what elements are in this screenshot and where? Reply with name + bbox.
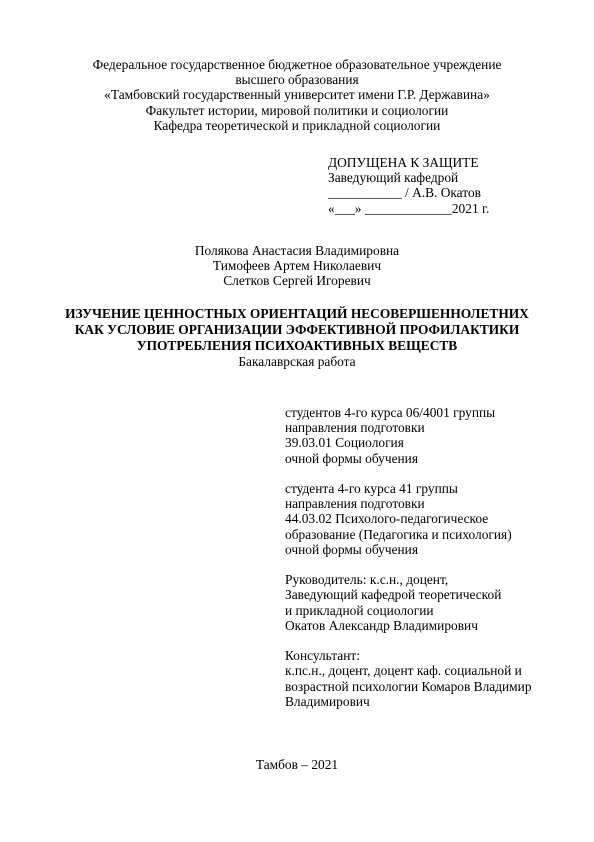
info-line: студента 4-го курса 41 группы	[285, 481, 458, 496]
students-group-1	[285, 405, 532, 466]
info-line: и прикладной социологии	[285, 602, 434, 618]
city-year	[0, 757, 594, 772]
institution-line: высшего образования	[235, 72, 359, 88]
author-name: Полякова Анастасия Владимировна	[194, 243, 400, 258]
approval-line: «___» _____________2021 г.	[328, 200, 490, 216]
thesis-title-line: ИЗУЧЕНИЕ ЦЕННОСТНЫХ ОРИЕНТАЦИЙ НЕСОВЕРШЕННОЛЕТНИХ	[65, 306, 529, 321]
info-line: к.пс.н., доцент, доцент каф. социальной и	[285, 663, 522, 679]
info-line: Консультант:	[285, 648, 360, 664]
info-line: возрастной психологии Комаров Владимир	[285, 678, 532, 694]
city-year-text: Тамбов – 2021	[255, 757, 339, 772]
info-block	[285, 405, 532, 724]
supervisor	[285, 572, 532, 633]
institution-line: Федеральное государственное бюджетное образовательное учреждение	[92, 57, 502, 72]
students-group-2	[285, 481, 532, 557]
thesis-title-block	[40, 306, 554, 369]
info-line: образование (Педагогика и психология)	[285, 526, 512, 542]
info-line: Окатов Александр Владимирович	[285, 617, 478, 633]
institution-header	[0, 57, 594, 133]
consultant	[285, 648, 532, 709]
info-line: очной формы обучения	[285, 541, 419, 557]
approval-line: ___________ / А.В. Окатов	[328, 185, 481, 201]
institution-line: Факультет истории, мировой политики и социологии	[145, 102, 449, 118]
thesis-title-line: УПОТРЕБЛЕНИЯ ПСИХОАКТИВНЫХ ВЕЩЕСТВ	[136, 338, 458, 353]
thesis-title-line: КАК УСЛОВИЕ ОРГАНИЗАЦИИ ЭФФЕКТИВНОЙ ПРОФИЛАКТИКИ	[74, 322, 520, 337]
info-line: Руководитель: к.с.н., доцент,	[285, 572, 449, 588]
author-name: Слетков Сергей Игоревич	[223, 273, 371, 289]
info-line: 39.03.01 Социология	[285, 435, 404, 451]
info-line: направления подготовки	[285, 496, 425, 512]
approval-line: ДОПУЩЕНА К ЗАЩИТЕ	[328, 155, 479, 170]
institution-line: Кафедра теоретической и прикладной социологии	[153, 117, 441, 133]
info-line: направления подготовки	[285, 420, 425, 436]
institution-line: «Тамбовский государственный университет имени Г.Р. Державина»	[104, 87, 490, 103]
approval-block	[328, 155, 489, 216]
info-line: очной формы обучения	[285, 450, 419, 466]
authors-list	[0, 243, 594, 289]
author-name: Тимофеев Артем Николаевич	[212, 258, 382, 274]
info-line: студентов 4-го курса 06/4001 группы	[285, 405, 496, 420]
info-line: Заведующий кафедрой теоретической	[285, 587, 502, 603]
work-type: Бакалаврская работа	[238, 354, 356, 369]
info-line: 44.03.02 Психолого-педагогическое	[285, 511, 489, 527]
info-line: Владимирович	[285, 693, 370, 709]
approval-line: Заведующий кафедрой	[328, 170, 459, 186]
